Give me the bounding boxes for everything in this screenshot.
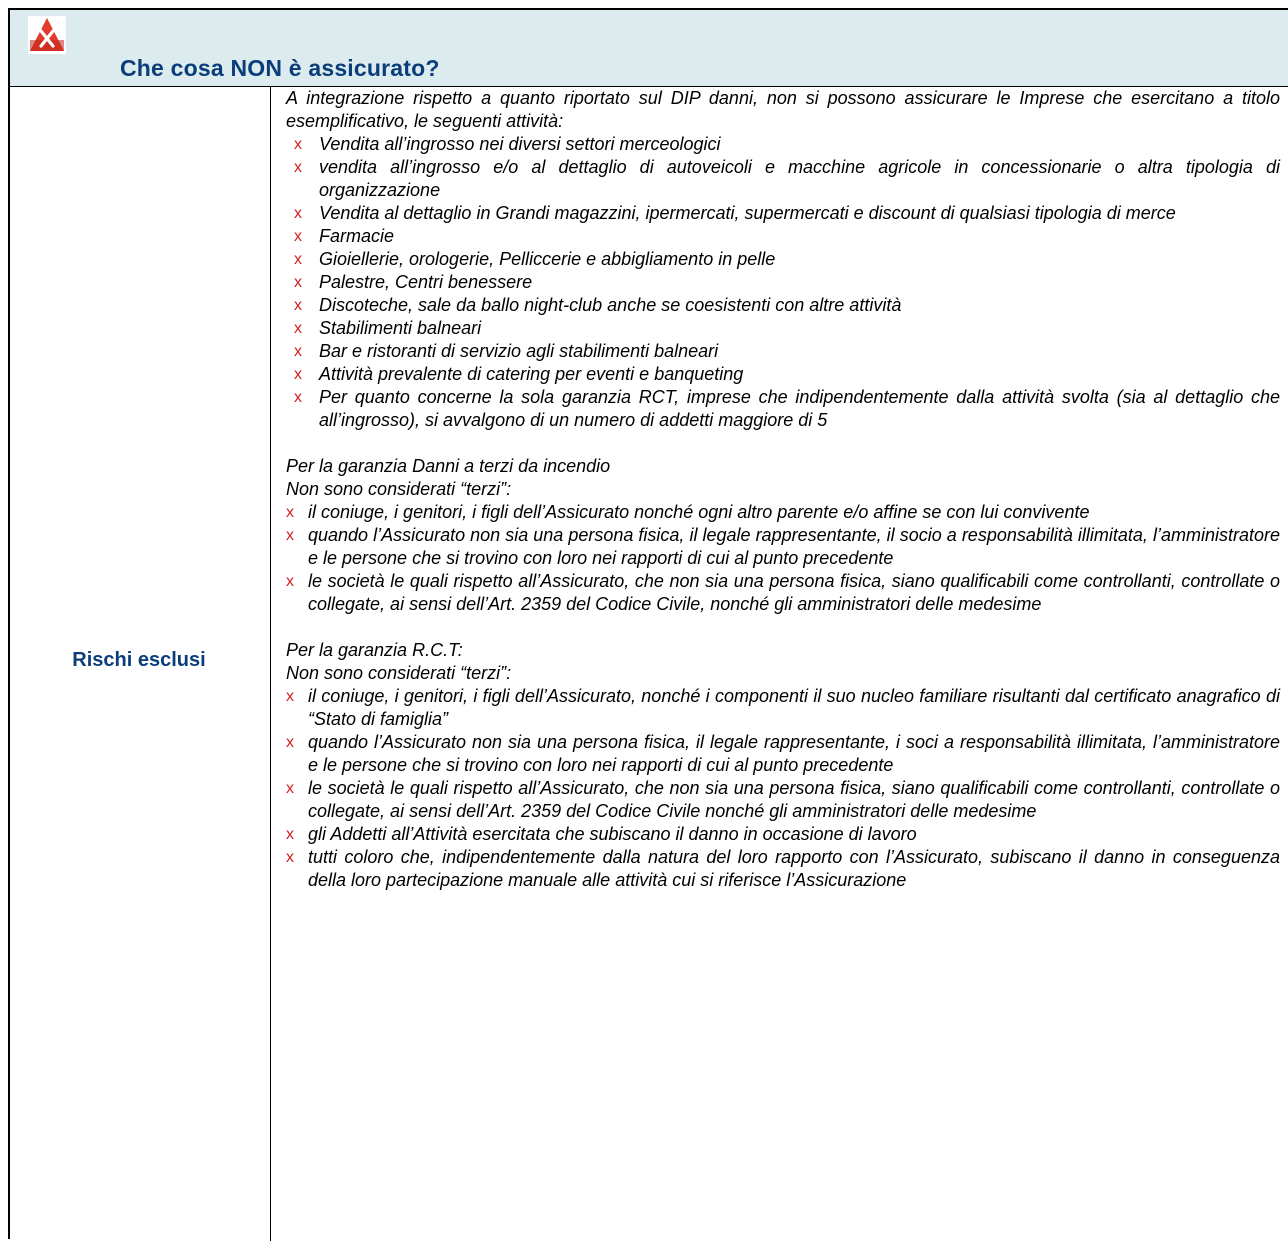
incendio-exclusions-list (286, 501, 1280, 616)
list-item-text: Stabilimenti balneari (319, 318, 482, 338)
x-bullet-icon: x (294, 159, 302, 176)
section-header (10, 10, 1288, 87)
x-bullet-icon: x (286, 527, 294, 544)
list-item-text: il coniuge, i genitori, i figli dell’Assicurato nonché ogni altro parente e/o affine se con lui convivente (308, 502, 1090, 522)
list-item (286, 248, 1280, 271)
x-bullet-icon: x (294, 228, 302, 245)
list-item (286, 777, 1280, 823)
list-item-text: Farmacie (319, 226, 395, 246)
x-bullet-icon: x (294, 136, 302, 153)
x-bullet-icon: x (286, 826, 294, 843)
section-rct (286, 639, 1280, 892)
list-item (286, 340, 1280, 363)
list-item-text: Vendita al dettaglio in Grandi magazzini, ipermercati, supermercati e discount di qualsiasi tipologia di merce (319, 203, 1176, 223)
list-item-text: Palestre, Centri benessere (319, 272, 533, 292)
list-item (286, 685, 1280, 731)
rct-exclusions-list (286, 685, 1280, 892)
list-item (286, 731, 1280, 777)
list-item-text: Bar e ristoranti di servizio agli stabilimenti balneari (319, 341, 719, 361)
x-bullet-icon: x (286, 504, 294, 521)
x-bullet-icon: x (294, 274, 302, 291)
list-item (286, 156, 1280, 202)
list-item-text: tutti coloro che, indipendentemente dalla natura del loro rapporto con l’Assicurato, subiscano il danno in conseguenza della loro partecipazione manuale alle attività cui si riferisce l’Assicurazione (308, 847, 1280, 890)
column-divider (270, 86, 271, 1241)
list-item-text: vendita all’ingrosso e/o al dettaglio di autoveicoli e macchine agricole in concessionarie o altra tipologia di organizzazione (319, 157, 1280, 200)
list-item-text: Per quanto concerne la sola garanzia RCT, imprese che indipendentemente dalla attività svolta (sia al dettaglio che all’ingrosso), si avvalgono di un numero di addetti maggiore di 5 (319, 387, 1280, 430)
list-item (286, 202, 1280, 225)
list-item-text: Vendita all’ingrosso nei diversi settori merceologici (319, 134, 721, 154)
section-title: Per la garanzia Danni a terzi da incendio (286, 456, 611, 476)
section-incendio (286, 455, 1280, 616)
row-label: Rischi esclusi (72, 649, 206, 671)
list-item (286, 363, 1280, 386)
list-item (286, 524, 1280, 570)
x-bullet-icon: x (294, 343, 302, 360)
list-item (286, 271, 1280, 294)
page-title: Che cosa NON è assicurato? (120, 55, 440, 81)
list-item (286, 133, 1280, 156)
list-item (286, 846, 1280, 892)
list-item-text: quando l’Assicurato non sia una persona fisica, il legale rappresentante, il socio a responsabilità illimitata, l’amministratore e le persone che si trovino con loro nei rapporti di cui al punto precedente (308, 525, 1280, 568)
x-bullet-icon: x (294, 251, 302, 268)
list-item-text: gli Addetti all’Attività esercitata che subiscano il danno in occasione di lavoro (308, 824, 917, 844)
intro-paragraph: A integrazione rispetto a quanto riportato sul DIP danni, non si possono assicurare le Imprese che esercitano a titolo esemplificativo, le seguenti attività: (286, 88, 1280, 131)
section-subtitle: Non sono considerati “terzi”: (286, 663, 512, 683)
document-frame (8, 8, 1288, 1239)
x-bullet-icon: x (294, 297, 302, 314)
list-item (286, 570, 1280, 616)
section-subtitle: Non sono considerati “terzi”: (286, 479, 512, 499)
list-item-text: quando l’Assicurato non sia una persona fisica, il legale rappresentante, i soci a responsabilità illimitata, l’amministratore e le persone che si trovino con loro nei rapporti di cui al punto precedente (308, 732, 1280, 775)
list-item (286, 823, 1280, 846)
list-item-text: le società le quali rispetto all’Assicurato, che non sia una persona fisica, siano qualificabili come controllanti, controllate o collegate, ai sensi dell’Art. 2359 del Codice Civile, nonché gli amministratori delle medesime (308, 571, 1280, 614)
x-bullet-icon: x (294, 366, 302, 383)
x-bullet-icon: x (294, 389, 302, 406)
x-bullet-icon: x (286, 849, 294, 866)
list-item (286, 294, 1280, 317)
x-bullet-icon: x (286, 780, 294, 797)
list-item-text: Gioiellerie, orologerie, Pelliccerie e abbigliamento in pelle (319, 249, 776, 269)
list-item (286, 386, 1280, 432)
x-bullet-icon: x (286, 573, 294, 590)
list-item-text: Attività prevalente di catering per eventi e banqueting (319, 364, 744, 384)
list-item-text: le società le quali rispetto all’Assicurato, che non sia una persona fisica, siano qualificabili come controllanti, controllate o collegate, ai sensi dell’Art. 2359 del Codice Civile nonché gli amministratori delle medesime (308, 778, 1280, 821)
list-item (286, 501, 1280, 524)
exclusions-content (286, 87, 1280, 892)
x-bullet-icon: x (286, 688, 294, 705)
excluded-activities-list (286, 133, 1280, 432)
x-bullet-icon: x (294, 320, 302, 337)
x-bullet-icon: x (294, 205, 302, 222)
list-item (286, 317, 1280, 340)
section-title: Per la garanzia R.C.T: (286, 640, 463, 660)
red-x-icon (28, 16, 66, 54)
list-item-text: il coniuge, i genitori, i figli dell’Assicurato, nonché i componenti il suo nucleo familiare risultanti dal certificato anagrafico di “Stato di famiglia” (308, 686, 1280, 729)
list-item (286, 225, 1280, 248)
list-item-text: Discoteche, sale da ballo night-club anche se coesistenti con altre attività (319, 295, 902, 315)
x-bullet-icon: x (286, 734, 294, 751)
